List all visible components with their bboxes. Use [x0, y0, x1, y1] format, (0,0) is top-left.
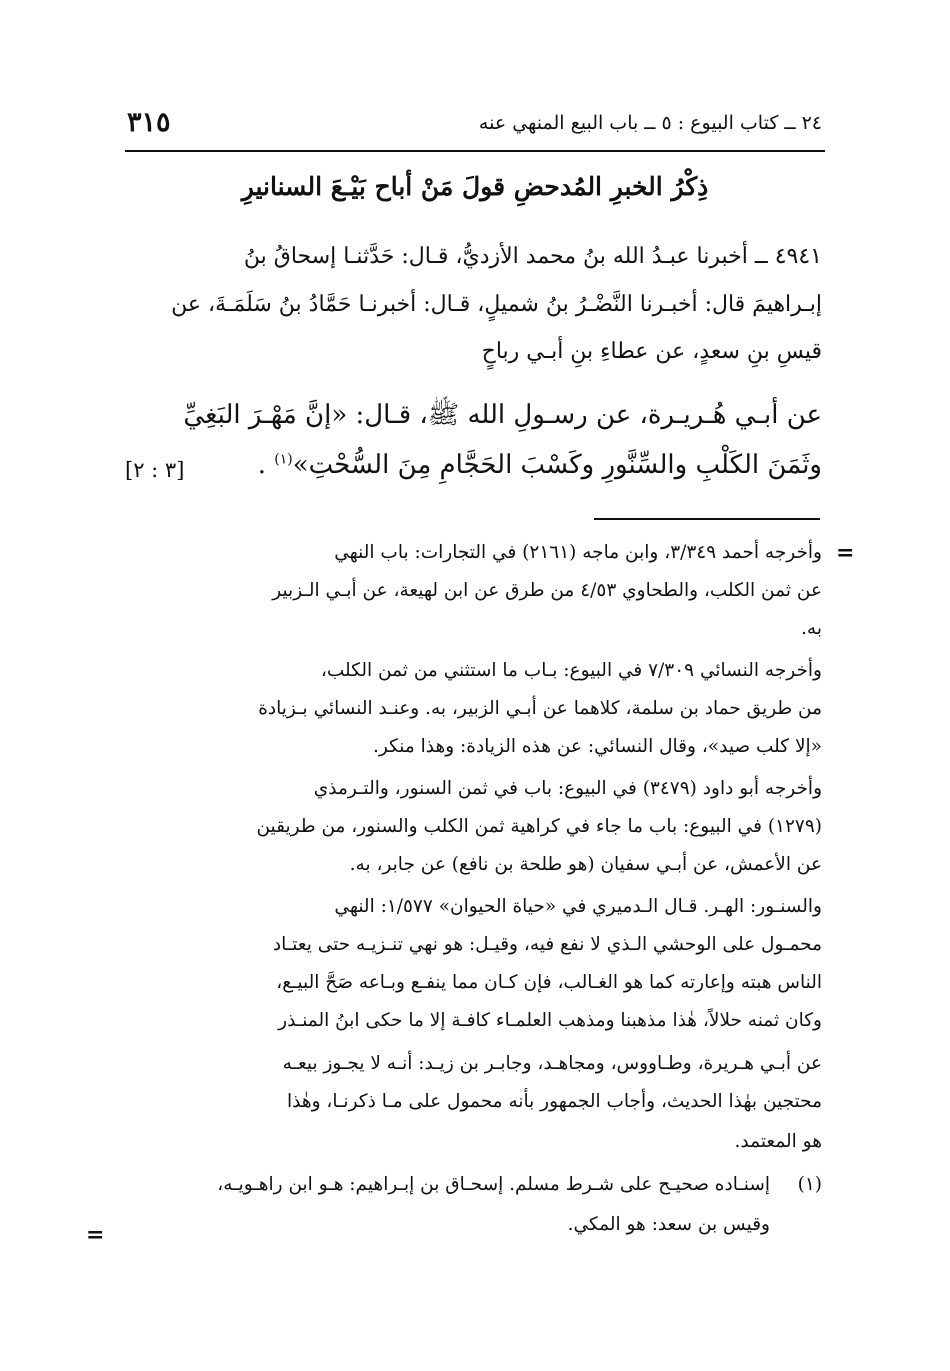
section-title: ذِكْرُ الخبرِ المُدحضِ قولَ مَنْ أباح بَيْـعَ السنانيرِ — [241, 172, 709, 201]
note-line: «إلا كلب صيد»، وقال النسائي: عن هذه الزيادة: وهذا منكر. — [372, 736, 822, 757]
note-line: والسنـور: الهـر. قـال الـدميري في «حياة الحيوان» ١/٥٧٧: النهي — [334, 896, 822, 917]
matn-line-last — [258, 450, 822, 480]
note-line: وأخرجه النسائي ٧/٣٠٩ في البيوع: بـاب ما استثني من ثمن الكلب، — [320, 660, 822, 681]
matn-text: وثَمَنَ الكَلْبِ والسِّنَّورِ وكَسْبَ الحَجَّامِ مِنَ السُّحْتِ» — [292, 450, 822, 480]
footnote-line: وقيس بن سعد: هو المكي. — [567, 1214, 770, 1235]
note-line: عن أبـي هـريرة، وطـاووس، ومجاهـد، وجابـر بن زيـد: أنـه لا يجـوز بيعـه — [282, 1053, 822, 1074]
note-line: به. — [801, 618, 822, 639]
note-line: محمـول على الوحشي الـذي لا نفع فيه، وقيـل: هو نهي تنـزيـه حتى يعتـاد — [272, 934, 822, 955]
isnad-line: إبـراهيمَ قال: أخبـرنا النَّضْـرُ بنُ شميلٍ، قـال: أخبرنـا حَمَّادُ بنُ سَلَمَـةَ، عن — [171, 292, 822, 317]
note-line: الناس هبته وإعارته كما هو الغـالب، فإن كـان مما ينفـع وبـاعه صَحَّ البيـع، — [276, 972, 822, 993]
note-line: وأخرجه أحمد ٣/٣٤٩، وابن ماجه (٢١٦١) في التجارات: باب النهي — [334, 542, 822, 563]
running-title: ٢٤ ــ كتاب البيوع : ٥ ــ باب البيع المنهي عنه — [478, 112, 822, 134]
matn-end-period: . — [257, 450, 267, 480]
isnad-line: ٤٩٤١ ــ أخبرنا عبـدُ الله بنُ محمد الأزديُّ، قـال: حَدَّثنـا إسحاقُ بنُ — [243, 244, 822, 269]
matn-line: عن أبـي هُـريـرة، عن رسـولِ الله ﷺ، قـال: «إنَّ مَهْـرَ البَغِيِّ — [183, 400, 822, 430]
reference-code: [٣ : ٢] — [125, 458, 185, 482]
footnote-separator — [594, 518, 820, 520]
footnote-reference: (١) — [274, 451, 293, 468]
footnote-number: (١) — [797, 1174, 822, 1195]
continuation-mark-bottom: = — [86, 1222, 105, 1248]
note-line: عن ثمن الكلب، والطحاوي ٤/٥٣ من طرق عن ابن لهيعة، عن أبـي الـزبير — [272, 580, 822, 601]
header-rule — [125, 150, 825, 152]
note-line: هو المعتمد. — [734, 1131, 822, 1152]
isnad-line: قيسِ بنِ سعدٍ، عن عطاءِ بنِ أبـي رباحٍ — [481, 339, 822, 364]
continuation-mark-top: = — [836, 540, 855, 566]
note-line: (١٢٧٩) في البيوع: باب ما جاء في كراهية ثمن الكلب والسنور، من طريقين — [256, 816, 822, 837]
page-number: ٣١٥ — [127, 107, 171, 138]
note-line: وأخرجه أبو داود (٣٤٧٩) في البيوع: باب في ثمن السنور، والتـرمذي — [313, 778, 822, 799]
note-line: من طريق حماد بن سلمة، كلاهما عن أبـي الزبير، به. وعنـد النسائي بـزيادة — [258, 698, 822, 719]
note-line: وكان ثمنه حلالاً، هٰذا مذهبنا ومذهب العلمـاء كافـة إلا ما حكى ابنُ المنـذر — [278, 1010, 822, 1031]
note-line: عن الأعمش، عن أبـي سفيان (هو طلحة بن نافع) عن جابر، به. — [349, 854, 822, 875]
note-line: محتجين بهٰذا الحديث، وأجاب الجمهور بأنه محمول على مـا ذكرنـا، وهٰذا — [286, 1091, 822, 1112]
footnote-line: إسنـاده صحيـح على شـرط مسلم. إسحـاق بن إبـراهيم: هـو ابن راهـويـه، — [217, 1174, 770, 1195]
